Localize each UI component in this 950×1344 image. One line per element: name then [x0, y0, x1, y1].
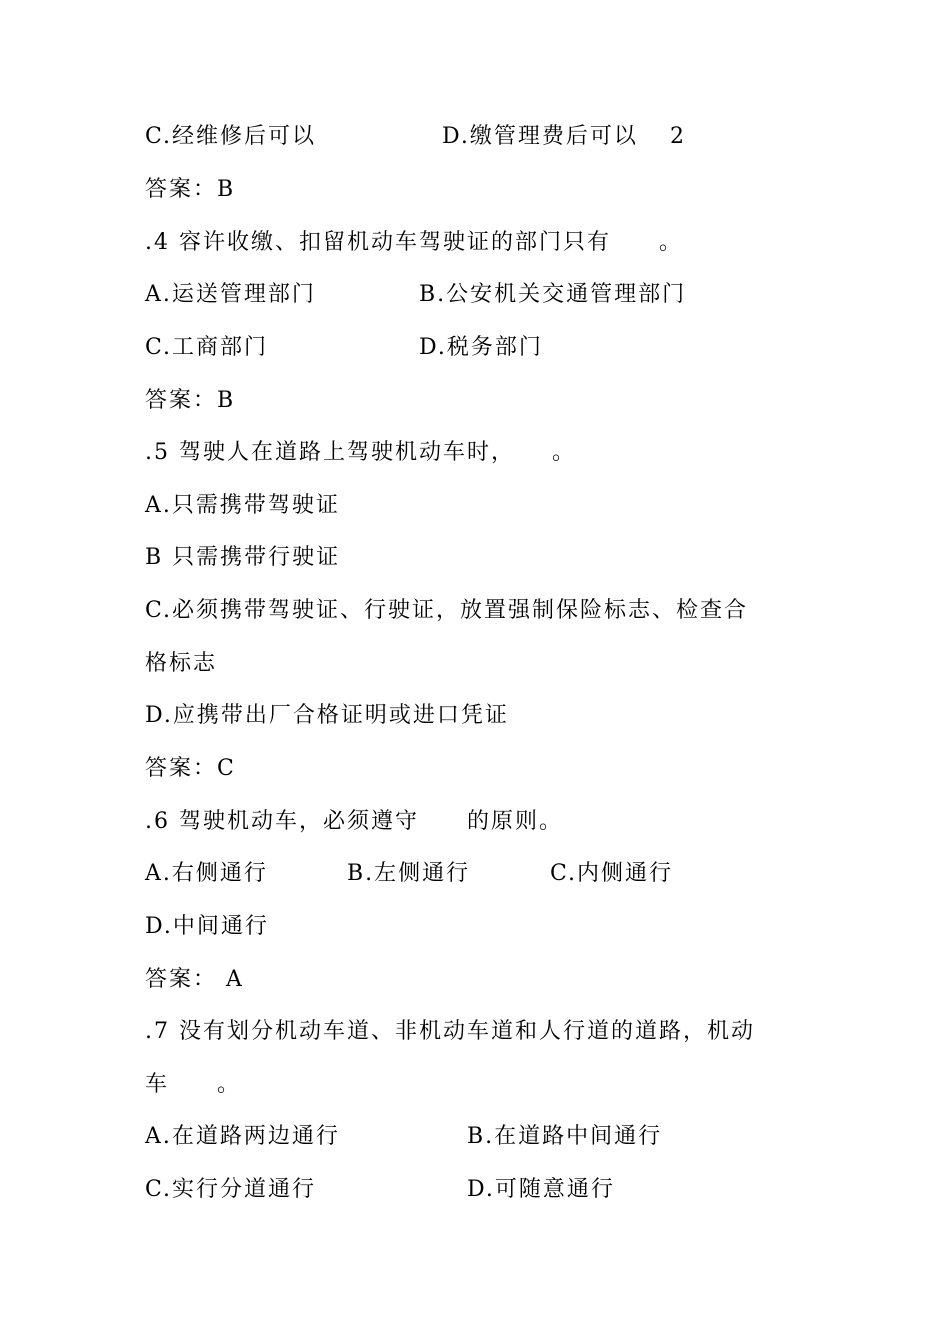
q5-answer: 答案：C — [145, 756, 236, 781]
q6-option-c: C.内侧通行 — [550, 861, 674, 886]
q4-stem: .4 容许收缴、扣留机动车驾驶证的部门只有 。 — [145, 230, 683, 255]
q5-option-c-line2: 格标志 — [145, 651, 218, 676]
q7-option-a: A.在道路两边通行 — [145, 1124, 340, 1149]
q7-option-b: B.在道路中间通行 — [467, 1124, 663, 1149]
q3-answer: 答案：B — [145, 177, 236, 202]
q5-option-b: B 只需携带行驶证 — [145, 545, 341, 570]
q4-option-a: A.运送管理部门 — [145, 282, 316, 307]
q4-answer: 答案：B — [145, 388, 236, 413]
q3-option-c: C.经维修后可以 — [145, 124, 317, 149]
q7-option-d: D.可随意通行 — [467, 1177, 615, 1202]
q5-stem: .5 驾驶人在道路上驾驶机动车时， 。 — [145, 440, 576, 465]
q4-option-b: B.公安机关交通管理部门 — [419, 282, 687, 307]
q4-option-d: D.税务部门 — [419, 335, 543, 360]
q6-option-b: B.左侧通行 — [347, 861, 471, 886]
q6-answer: 答案： A — [145, 967, 244, 992]
q3-option-d: D.缴管理费后可以 — [442, 124, 638, 149]
q7-stem-line2: 车 。 — [145, 1072, 242, 1097]
q5-option-a: A.只需携带驾驶证 — [145, 493, 340, 518]
q7-option-c: C.实行分道通行 — [145, 1177, 317, 1202]
q5-option-c-line1: C.必须携带驾驶证、行驶证，放置强制保险标志、检查合 — [145, 598, 749, 623]
q7-stem-line1: .7 没有划分机动车道、非机动车道和人行道的道路，机动 — [145, 1019, 755, 1044]
q6-stem: .6 驾驶机动车，必须遵守 的原则。 — [145, 809, 563, 834]
q5-option-d: D.应携带出厂合格证明或进口凭证 — [145, 703, 509, 728]
page-number: 2 — [670, 124, 686, 149]
q4-option-c: C.工商部门 — [145, 335, 269, 360]
q6-option-a: A.右侧通行 — [145, 861, 268, 886]
q6-option-d: D.中间通行 — [145, 914, 269, 939]
